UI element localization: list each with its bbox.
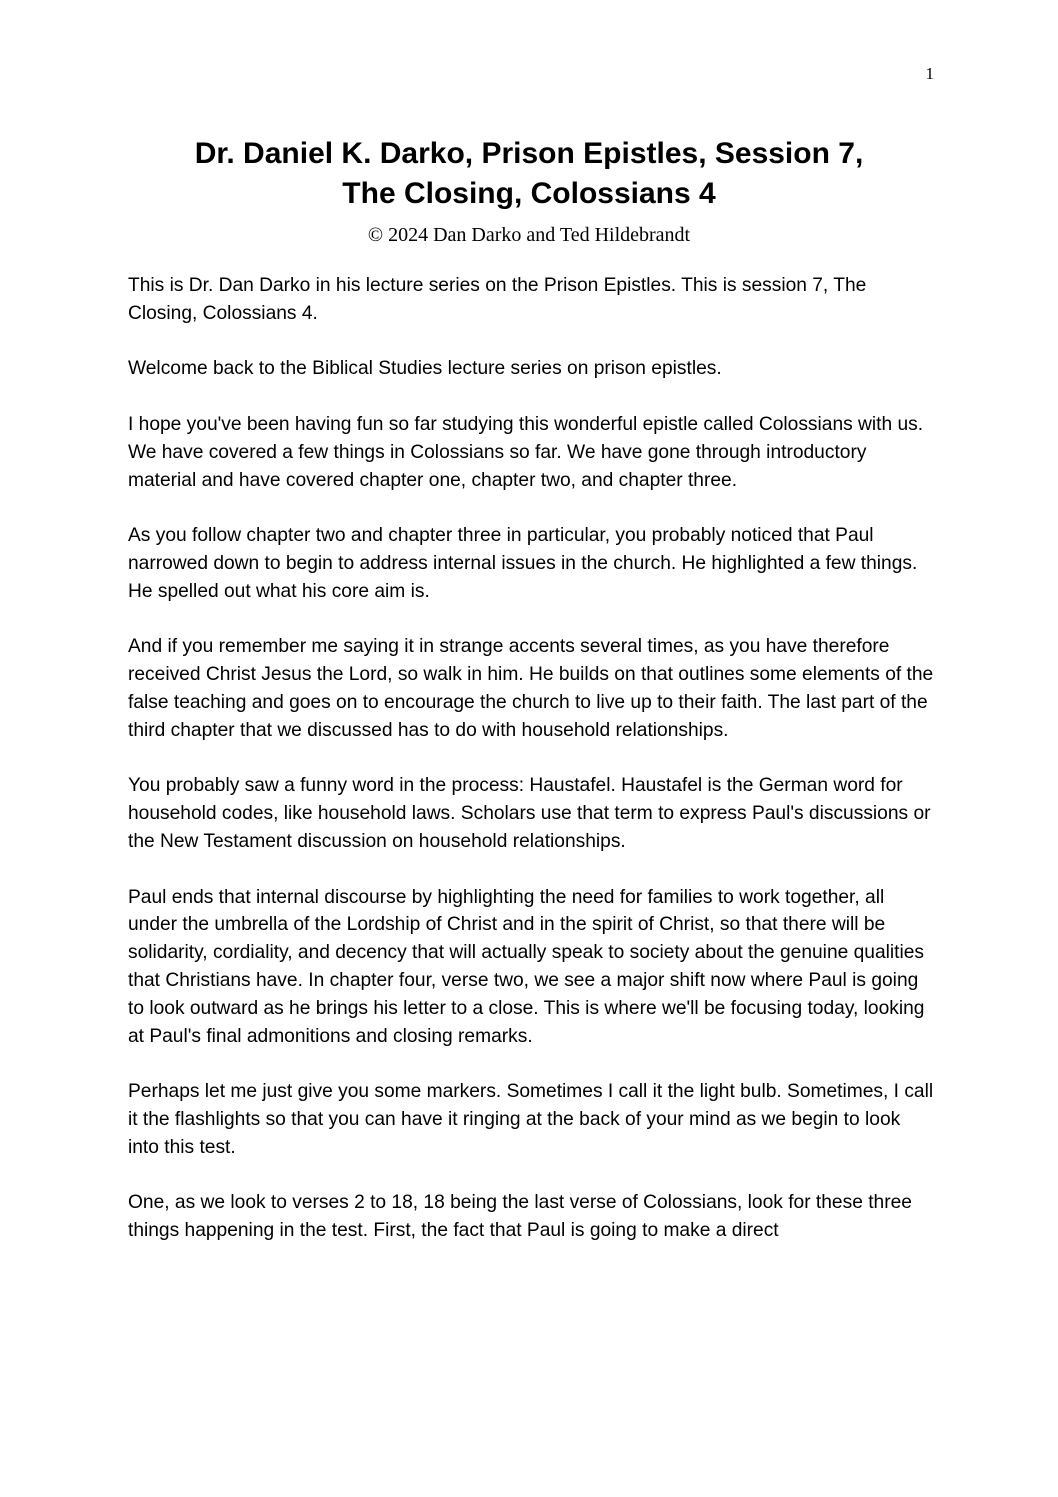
paragraph: And if you remember me saying it in strange accents several times, as you have therefore received Christ Jesus the Lord, so walk in him. He builds on that outlines some elements of the false teaching and goes on to encourage the church to live up to their faith. The last part of the third chapter that we discussed has to do with household relationships. — [128, 636, 934, 741]
copyright-line: © 2024 Dan Darko and Ted Hildebrandt — [367, 224, 691, 246]
page-number: 1 — [925, 64, 934, 83]
title-line-2: The Closing, Colossians 4 — [342, 177, 716, 210]
paragraph: Welcome back to the Biblical Studies lecture series on prison epistles. — [128, 358, 722, 380]
title-line-1: Dr. Daniel K. Darko, Prison Epistles, Session 7, — [194, 137, 864, 170]
document-body — [128, 272, 934, 1273]
document-title — [0, 134, 1058, 214]
paragraph: As you follow chapter two and chapter three in particular, you probably noticed that Paul narrowed down to begin to address internal issues in the church. He highlighted a few things. He spelled out what his core aim is. — [128, 525, 918, 602]
paragraph: Paul ends that internal discourse by highlighting the need for families to work together, all under the umbrella of the Lordship of Christ and in the spirit of Christ, so that there will be solidarity, cordiality, and decency that will actually speak to society about the genuine qualities that Christians have. In chapter four, verse two, we see a major shift now where Paul is going to look outward as he brings his letter to a close. This is where we'll be focusing today, looking at Paul's final admonitions and closing remarks. — [128, 886, 925, 1047]
paragraph: You probably saw a funny word in the process: Haustafel. Haustafel is the German word for household codes, like household laws. Scholars use that term to express Paul's discussions or the New Testament discussion on household relationships. — [128, 775, 931, 852]
paragraph: I hope you've been having fun so far studying this wonderful epistle called Colossians with us. We have covered a few things in Colossians so far. We have gone through introductory material and have covered chapter one, chapter two, and chapter three. — [128, 413, 924, 491]
paragraph: One, as we look to verses 2 to 18, 18 being the last verse of Colossians, look for these three things happening in the test. First, the fact that Paul is going to make a direct — [128, 1192, 912, 1242]
paragraph: Perhaps let me just give you some markers. Sometimes I call it the light bulb. Sometimes, I call it the flashlights so that you can have it ringing at the back of your mind as we begin to look into this test. — [128, 1081, 934, 1158]
paragraph: This is Dr. Dan Darko in his lecture series on the Prison Epistles. This is session 7, The Closing, Colossians 4. — [128, 275, 867, 324]
